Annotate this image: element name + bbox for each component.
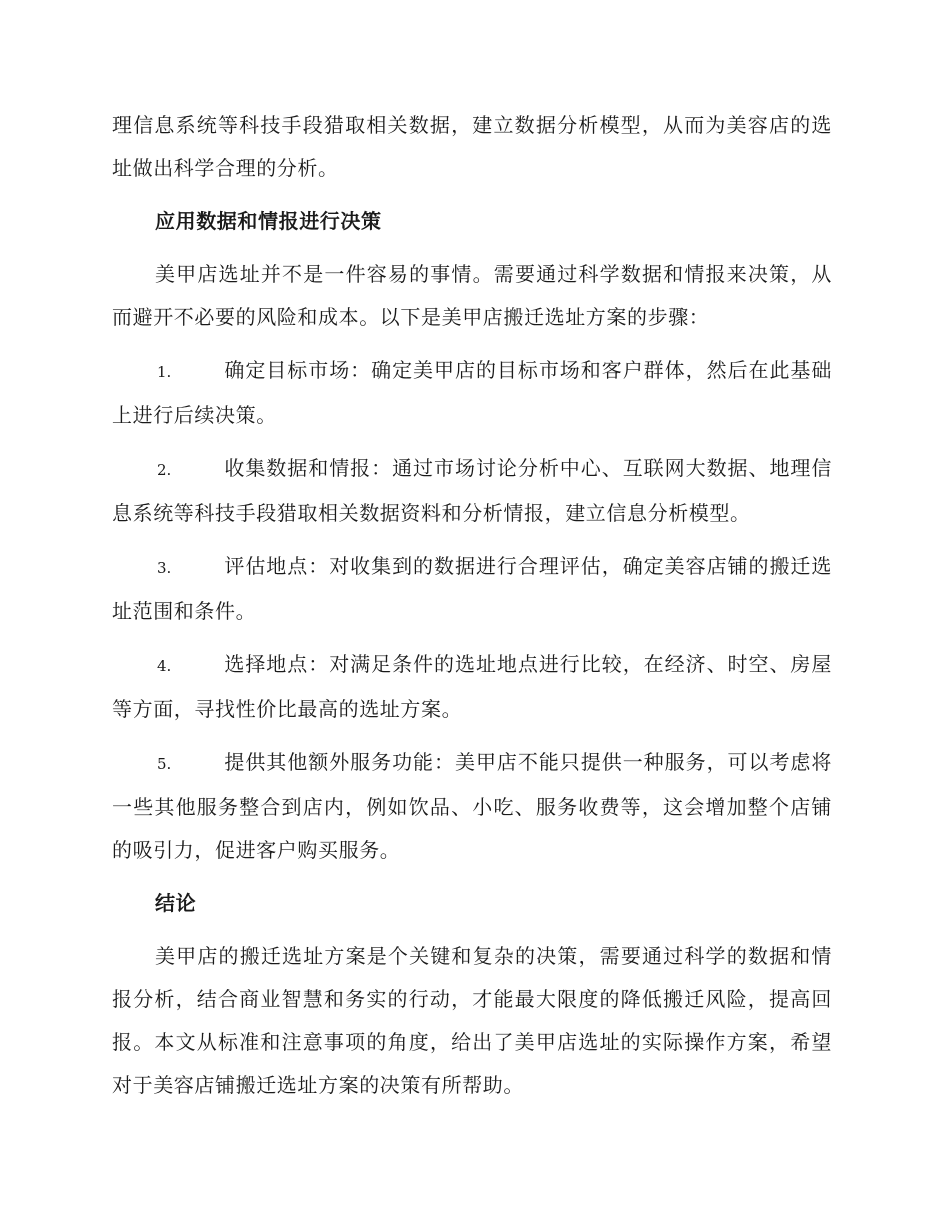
step-item-5 — [112, 741, 832, 872]
step-item-1 — [112, 349, 832, 437]
conclusion-paragraph: 美甲店的搬迁选址方案是个关键和复杂的决策，需要通过科学的数据和情报分析，结合商业智慧和务实的行动，才能最大限度的降低搬迁风险，提高回报。本文从标准和注意事项的角度，给出了美甲店选址的实际操作方案，希望对于美容店铺搬迁选址方案的决策有所帮助。 — [112, 944, 832, 1097]
section-heading-decision: 应用数据和情报进行决策 — [155, 209, 382, 233]
step-text: 收集数据和情报：通过市场讨论分析中心、互联网大数据、地理信息系统等科技手段猎取相关数据资料和分析情报，建立信息分析模型。 — [112, 456, 832, 525]
step-number: 4. — [157, 657, 172, 675]
step-item-4 — [112, 643, 832, 731]
step-number: 3. — [157, 559, 172, 577]
intro-continuation-paragraph: 理信息系统等科技手段猎取相关数据，建立数据分析模型，从而为美容店的选址做出科学合理的分析。 — [112, 113, 832, 180]
step-text: 选择地点：对满足条件的选址地点进行比较，在经济、时空、房屋等方面，寻找性价比最高的选址方案。 — [112, 652, 832, 721]
step-text: 确定目标市场：确定美甲店的目标市场和客户群体，然后在此基础上进行后续决策。 — [112, 358, 832, 427]
step-number: 1. — [157, 363, 172, 381]
step-number: 5. — [157, 755, 172, 773]
step-item-2 — [112, 447, 832, 535]
section-heading-conclusion: 结论 — [155, 891, 197, 915]
step-number: 2. — [157, 461, 172, 479]
step-text: 评估地点：对收集到的数据进行合理评估，确定美容店铺的搬迁选址范围和条件。 — [112, 554, 832, 623]
step-text: 提供其他额外服务功能：美甲店不能只提供一种服务，可以考虑将一些其他服务整合到店内，例如饮品、小吃、服务收费等，这会增加整个店铺的吸引力，促进客户购买服务。 — [112, 750, 832, 862]
section-paragraph-decision: 美甲店选址并不是一件容易的事情。需要通过科学数据和情报来决策，从而避开不必要的风险和成本。以下是美甲店搬迁选址方案的步骤： — [112, 262, 832, 329]
step-item-3 — [112, 545, 832, 633]
document-page — [112, 104, 832, 1107]
